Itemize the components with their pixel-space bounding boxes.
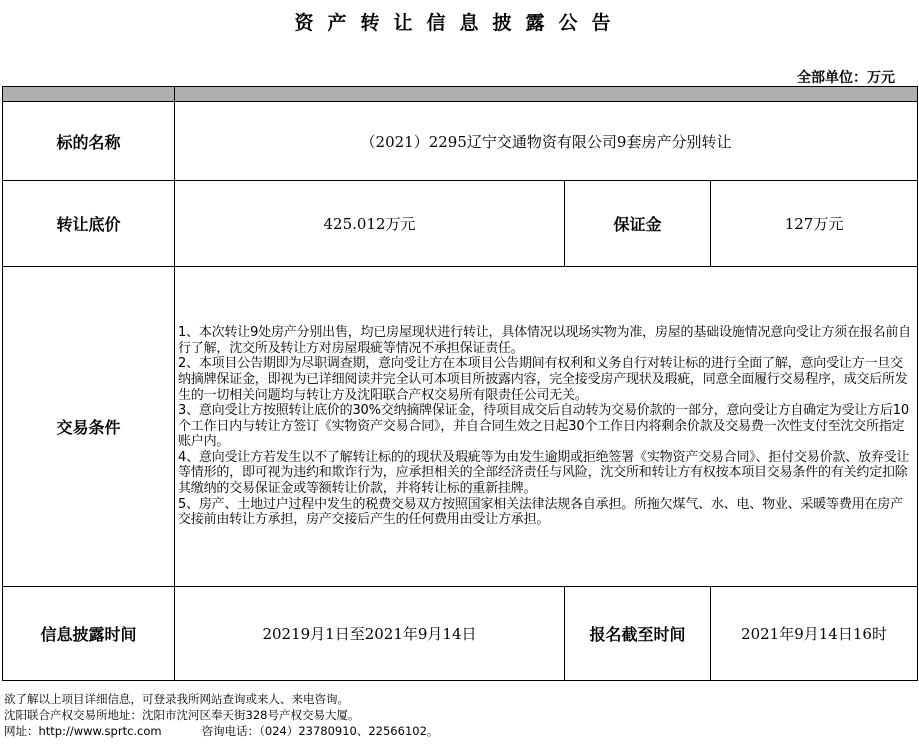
registration-deadline-label: 报名截至时间: [565, 587, 711, 681]
header-band-right: [175, 87, 918, 102]
footer-phone: 咨询电话：（024）23780910、22566102。: [201, 724, 439, 738]
unit-note: 全部单位：万元: [797, 70, 895, 86]
row-asset-name: [3, 102, 918, 181]
conditions-label: 交易条件: [3, 267, 175, 587]
disclosure-table: [2, 86, 918, 681]
footer-website: 网址：http://www.sprtc.com: [4, 724, 162, 738]
disclosure-period-label: 信息披露时间: [3, 587, 175, 681]
header-band-left: [3, 87, 175, 102]
conditions-text: [175, 267, 918, 587]
row-dates: [3, 587, 918, 681]
condition-item: 2、本项目公告期即为尽职调查期，意向受让方在本项目公告期间有权利和义务自行对转让标的进行全面了解，意向受让方一旦交纳摘牌保证金，即视为已详细阅读并完全认可本项目所披露内容，完全接受房产现状及瑕疵，同意全面履行交易程序，成交后所发生的一切相关问题均与转让方及沈阳联合产权交易所有限责任公司无关。: [178, 356, 908, 403]
reserve-price-label: 转让底价: [3, 181, 175, 267]
row-conditions: [3, 267, 918, 587]
asset-name-label: 标的名称: [3, 102, 175, 181]
deposit-label: 保证金: [565, 181, 711, 267]
footer-contact-line: [4, 723, 438, 739]
page-title: 资产转让信息披露公告: [294, 12, 625, 34]
deposit-value: 127万元: [711, 181, 918, 267]
footer-info-line: 欲了解以上项目详细信息，可登录我所网站查询或来人、来电咨询。: [4, 692, 349, 706]
reserve-price-value: 425.012万元: [175, 181, 565, 267]
condition-item: 1、本次转让9处房产分别出售，均已房屋现状进行转让，具体情况以现场实物为准，房屋的基础设施情况意向受让方须在报名前自行了解，沈交所及转让方对房屋瑕疵等情况不承担保证责任。: [178, 325, 911, 356]
condition-item: 4、意向受让方若发生以不了解转让标的的现状及瑕疵等为由发生逾期或拒绝签署《实物资产交易合同》、拒付交易价款、放弃受让等情形的，即可视为违约和欺诈行为，应承担相关的全部经济责任与风险，沈交所和转让方有权按本项目交易条件的有关约定扣除其缴纳的交易保证金或等额转让价款，并将转让标的重新挂牌。: [178, 449, 910, 497]
asset-name-value: （2021）2295辽宁交通物资有限公司9套房产分别转让: [175, 102, 918, 181]
registration-deadline-value: 2021年9月14日16时: [711, 587, 918, 681]
condition-item: 5、房产、土地过户过程中发生的税费交易双方按照国家相关法律法规各自承担。所拖欠煤气、水、电、物业、采暖等费用在房产交接前由转让方承担，房产交接后产生的任何费用由受让方承担。: [178, 496, 903, 528]
footer: [4, 691, 438, 739]
header-band: [3, 87, 918, 102]
row-price: [3, 181, 918, 267]
footer-address-line: 沈阳联合产权交易所地址：沈阳市沈河区奉天街328号产权交易大厦。: [4, 708, 360, 722]
disclosure-period-value: 20219月1日至2021年9月14日: [175, 587, 565, 681]
condition-item: 3、意向受让方按照转让底价的30%交纳摘牌保证金，待项目成交后自动转为交易价款的一部分，意向受让方自确定为受让方后10个工作日内与转让方签订《实物资产交易合同》，并自合同生效之日起30个工作日内将剩余价款及交易费一次性支付至沈交所指定账户内。: [178, 403, 909, 450]
